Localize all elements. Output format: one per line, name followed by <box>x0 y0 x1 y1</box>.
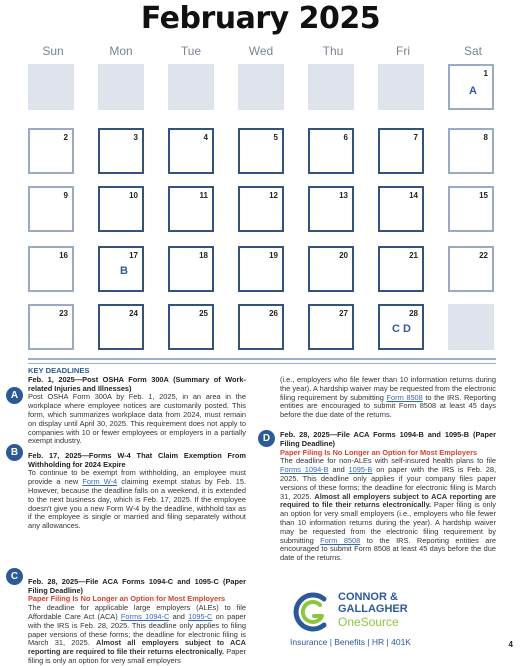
weekday-sun: Sun <box>42 44 64 58</box>
day-number: 2 <box>63 133 68 142</box>
deadline-b-body: To continue to be exempt from withholding, an employee must provide a new Form W-4 claiming exempt status by Feb. 15. However, because the deadline falls on a weekend, it is extended to the next business day, which is Feb. 17, 2025. If the employee doesn't give you a new Form W-4 by the deadline, withhold tax as if the employee is single or married and filing separately without any allowances. <box>28 468 246 531</box>
deadline-d-subheading: Paper Filing Is No Longer an Option for Most Employers <box>280 447 478 457</box>
day-number: 7 <box>413 133 418 142</box>
weekday-fri: Fri <box>396 44 410 58</box>
calendar-day-16 <box>28 246 74 292</box>
calendar-blank-cell <box>378 64 424 110</box>
day-number: 26 <box>269 309 278 318</box>
day-number: 1 <box>483 69 488 78</box>
weekday-mon: Mon <box>109 44 133 58</box>
day-number: 11 <box>199 191 208 200</box>
calendar-day-28 <box>378 304 424 350</box>
cg-logo-mark-icon <box>290 590 334 634</box>
day-number: 15 <box>479 191 488 200</box>
calendar-day-17 <box>98 246 144 292</box>
day-number: 8 <box>483 133 488 142</box>
deadline-c-body: The deadline for applicable large employers (ALEs) to file Affordable Care Act (ACA) Forms 1094-C and 1095-C on paper with the IRS is Feb. 28, 2025. This deadline only applies to filing paper versions of these forms; the deadline for electronic filing is March 31, 2025. Almost all employers subject to ACA reporting are required to file their returns electronically. Paper filing is only an option for very small employers <box>28 603 247 665</box>
calendar-blank-cell <box>28 64 74 110</box>
weekday-thu: Thu <box>322 44 344 58</box>
day-number: 22 <box>479 251 488 260</box>
day-number: 13 <box>339 191 348 200</box>
day-number: 12 <box>269 191 278 200</box>
day-number: 17 <box>129 251 138 260</box>
calendar-day-19 <box>238 246 284 292</box>
deadline-marker-c-d: C D <box>392 323 411 335</box>
form-1095b-link[interactable]: 1095-B <box>348 465 373 475</box>
deadline-d-heading: Feb. 28, 2025—File ACA Forms 1094-B and 1095-B (Paper Filing Deadline) <box>280 430 496 448</box>
calendar-blank-cell <box>98 64 144 110</box>
logo-tagline: Insurance | Benefits | HR | 401K <box>290 637 411 647</box>
key-deadlines-left-column <box>28 367 246 666</box>
day-number: 3 <box>133 133 138 142</box>
form-w4-link[interactable]: Form W-4 <box>82 477 118 487</box>
day-number: 10 <box>129 191 138 200</box>
calendar-day-15 <box>448 186 494 232</box>
weekday-wed: Wed <box>248 44 274 58</box>
day-number: 14 <box>409 191 418 200</box>
calendar-day-2 <box>28 128 74 174</box>
logo-line-2: GALLAGHER <box>338 603 408 615</box>
day-number: 28 <box>409 309 418 318</box>
calendar-day-22 <box>448 246 494 292</box>
day-number: 23 <box>59 309 68 318</box>
deadline-b <box>28 452 246 578</box>
calendar-day-18 <box>168 246 214 292</box>
day-number: 5 <box>273 133 278 142</box>
calendar-day-23 <box>28 304 74 350</box>
day-number: 6 <box>343 133 348 142</box>
deadline-b-heading: Feb. 17, 2025—Forms W-4 That Claim Exemption From Withholding for 2024 Expire <box>28 450 246 469</box>
calendar-day-3 <box>98 128 144 174</box>
calendar-day-25 <box>168 304 214 350</box>
calendar-blank-cell <box>448 304 494 350</box>
calendar-day-11 <box>168 186 214 232</box>
section-divider <box>28 363 496 364</box>
deadline-a-body: Post OSHA Form 300A by Feb. 1, 2025, in an area in the workplace where employee notices are customarily posted. This form, which summarizes workplace data from 2024, must remain on display until April 30, 2025. This requirement does not apply to companies with 10 or fewer employees or employers in a partially exempt industry. <box>28 392 246 446</box>
form-1094b-link[interactable]: Forms 1094-B <box>280 465 329 475</box>
key-deadlines-right-column <box>280 376 496 563</box>
form-8508-link[interactable]: Form 8508 <box>320 535 361 545</box>
calendar-day-27 <box>308 304 354 350</box>
form-1095c-link[interactable]: 1095-C <box>188 611 213 621</box>
calendar-day-1 <box>448 64 494 110</box>
calendar-blank-cell <box>308 64 354 110</box>
calendar-day-12 <box>238 186 284 232</box>
calendar-day-24 <box>98 304 144 350</box>
deadline-d-badge: D <box>258 430 275 447</box>
day-number: 9 <box>63 191 68 200</box>
weekday-tue: Tue <box>180 44 202 58</box>
calendar-day-5 <box>238 128 284 174</box>
form-1094c-link[interactable]: Forms 1094-C <box>120 611 170 621</box>
calendar-day-21 <box>378 246 424 292</box>
day-number: 25 <box>199 309 208 318</box>
day-number: 20 <box>339 251 348 260</box>
deadline-b-badge: B <box>6 444 23 461</box>
day-number: 18 <box>199 251 208 260</box>
day-number: 24 <box>129 309 138 318</box>
deadline-c-badge: C <box>6 568 23 585</box>
deadline-c-heading: Feb. 28, 2025—File ACA Forms 1094-C and 1095-C (Paper Filing Deadline) <box>28 576 246 595</box>
deadline-marker-b: B <box>120 265 128 277</box>
calendar-day-14 <box>378 186 424 232</box>
calendar-day-6 <box>308 128 354 174</box>
logo-line-1: CONNOR & <box>338 591 398 603</box>
day-number: 16 <box>59 251 68 260</box>
calendar-day-9 <box>28 186 74 232</box>
day-number: 27 <box>339 309 348 318</box>
calendar-day-13 <box>308 186 354 232</box>
day-number: 21 <box>409 251 418 260</box>
calendar-day-4 <box>168 128 214 174</box>
section-divider <box>28 358 496 360</box>
deadline-a <box>28 376 246 452</box>
page-title: February 2025 <box>140 1 381 36</box>
logo-line-3: OneSource <box>338 615 399 629</box>
deadline-d <box>280 431 496 563</box>
calendar-day-7 <box>378 128 424 174</box>
calendar-day-10 <box>98 186 144 232</box>
deadline-c-continued: (i.e., employers who file fewer than 10 information returns during the year). A hardship waiver may be requested from the electronic filing requirement by submitting Form 8508 to the IRS. Reporting entities are encouraged to submit Form 8508 at least 45 days before the due date of the returns. <box>280 375 496 420</box>
calendar-day-8 <box>448 128 494 174</box>
page-number: 4 <box>508 640 513 649</box>
deadline-a-badge: A <box>6 387 23 404</box>
weekday-sat: Sat <box>463 44 482 58</box>
company-logo <box>290 590 450 650</box>
key-deadlines-heading: KEY DEADLINES <box>28 366 90 375</box>
deadline-d-body: The deadline for non-ALEs with self-insured health plans to file Forms 1094-B and 1095-B on paper with the IRS is Feb. 28, 2025. This deadline only applies if your company files paper versions of these forms; the deadline for electronic filing is March 31, 2025. Almost all employers subject to ACA reporting are required to file their returns electronically. Paper filing is only an option for very small employers (i.e., employers who file fewer than 10 information returns during the year). A hardship waiver may be requested from the electronic filing requirement by submitting Form 8508 to the IRS. Reporting entities are encouraged to submit Form 8508 at least 45 days before the due date of the returns. <box>280 456 497 563</box>
calendar-day-20 <box>308 246 354 292</box>
day-number: 4 <box>203 133 208 142</box>
deadline-c-subheading: Paper Filing Is No Longer an Option for Most Employers <box>28 594 226 604</box>
calendar-blank-cell <box>238 64 284 110</box>
form-8508-link[interactable]: Form 8508 <box>386 392 423 402</box>
calendar-blank-cell <box>168 64 214 110</box>
deadline-a-heading: Feb. 1, 2025—Post OSHA Form 300A (Summary of Work-related Injuries and Illnesses) <box>28 374 246 393</box>
deadline-marker-a: A <box>469 85 477 97</box>
day-number: 19 <box>269 251 278 260</box>
deadline-c <box>28 578 246 666</box>
calendar-day-26 <box>238 304 284 350</box>
